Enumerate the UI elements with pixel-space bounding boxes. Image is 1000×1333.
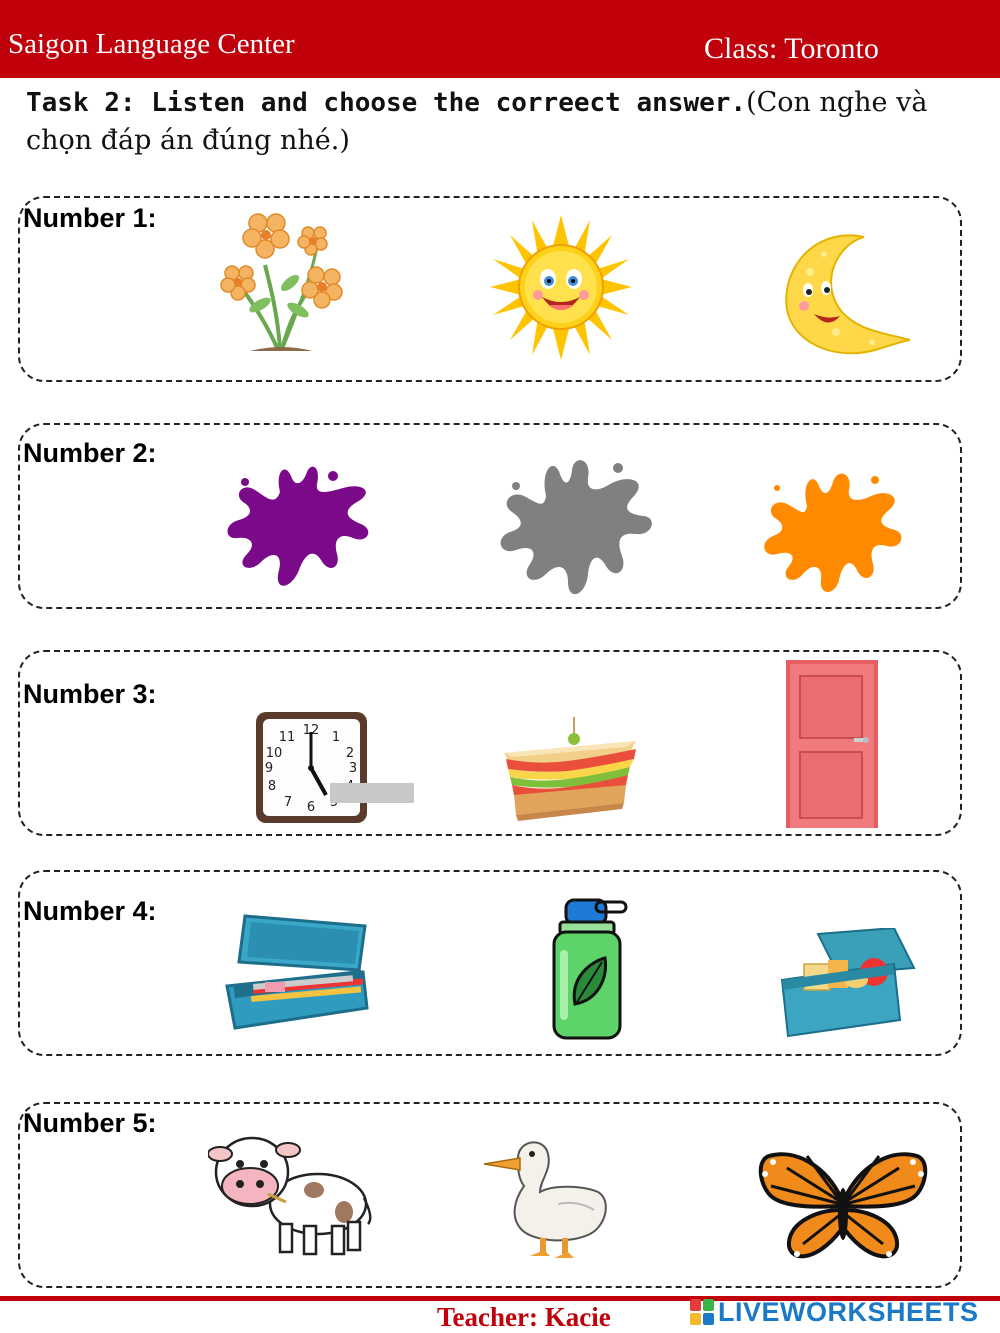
question-label-3: Number 3: xyxy=(23,679,157,709)
sun-icon[interactable] xyxy=(490,215,632,360)
duck-icon[interactable] xyxy=(474,1130,614,1265)
svg-text:8: 8 xyxy=(267,779,277,794)
liveworksheets-logo xyxy=(690,1294,979,1330)
butterfly-icon[interactable] xyxy=(757,1148,929,1268)
moon-icon[interactable] xyxy=(780,232,912,356)
logo-mark-icon xyxy=(690,1299,714,1325)
sandwich-icon[interactable] xyxy=(498,715,643,823)
gray-splat-icon[interactable] xyxy=(498,456,653,602)
svg-text:7: 7 xyxy=(283,795,293,810)
watermark-icon xyxy=(330,783,414,803)
brand-text: LIVEWORKSHEETS xyxy=(718,1296,979,1327)
question-label-5: Number 5: xyxy=(23,1108,157,1138)
pencil-case-icon[interactable] xyxy=(223,912,371,1032)
question-label-4: Number 4: xyxy=(23,896,157,926)
water-bottle-icon[interactable] xyxy=(550,892,640,1042)
task-instruction xyxy=(26,84,966,159)
orange-splat-icon[interactable] xyxy=(763,466,903,596)
svg-text:11: 11 xyxy=(278,730,296,745)
purple-splat-icon[interactable] xyxy=(225,462,375,592)
clock-icon[interactable] xyxy=(254,710,369,825)
svg-text:12: 12 xyxy=(302,723,320,738)
svg-text:2: 2 xyxy=(345,746,355,761)
header-bar xyxy=(0,0,1000,78)
cow-icon[interactable] xyxy=(208,1128,376,1258)
svg-text:9: 9 xyxy=(264,761,274,776)
class-label: Class: Toronto xyxy=(704,32,879,65)
svg-text:6: 6 xyxy=(306,800,316,815)
teacher-name: Teacher: Kacie xyxy=(437,1302,611,1332)
question-label-2: Number 2: xyxy=(23,438,157,468)
door-icon[interactable] xyxy=(786,660,878,828)
svg-text:3: 3 xyxy=(348,761,358,776)
task-subtitle: (Con nghe và chọn đáp án đúng nhé.) xyxy=(26,87,928,156)
question-label-1: Number 1: xyxy=(23,203,157,233)
school-name: Saigon Language Center xyxy=(8,28,295,60)
flower-icon[interactable] xyxy=(220,205,350,353)
svg-text:10: 10 xyxy=(265,746,283,761)
lunch-box-icon[interactable] xyxy=(778,928,916,1040)
svg-text:1: 1 xyxy=(331,730,341,745)
task-title: Task 2: Listen and choose the correect answer. xyxy=(26,88,747,118)
